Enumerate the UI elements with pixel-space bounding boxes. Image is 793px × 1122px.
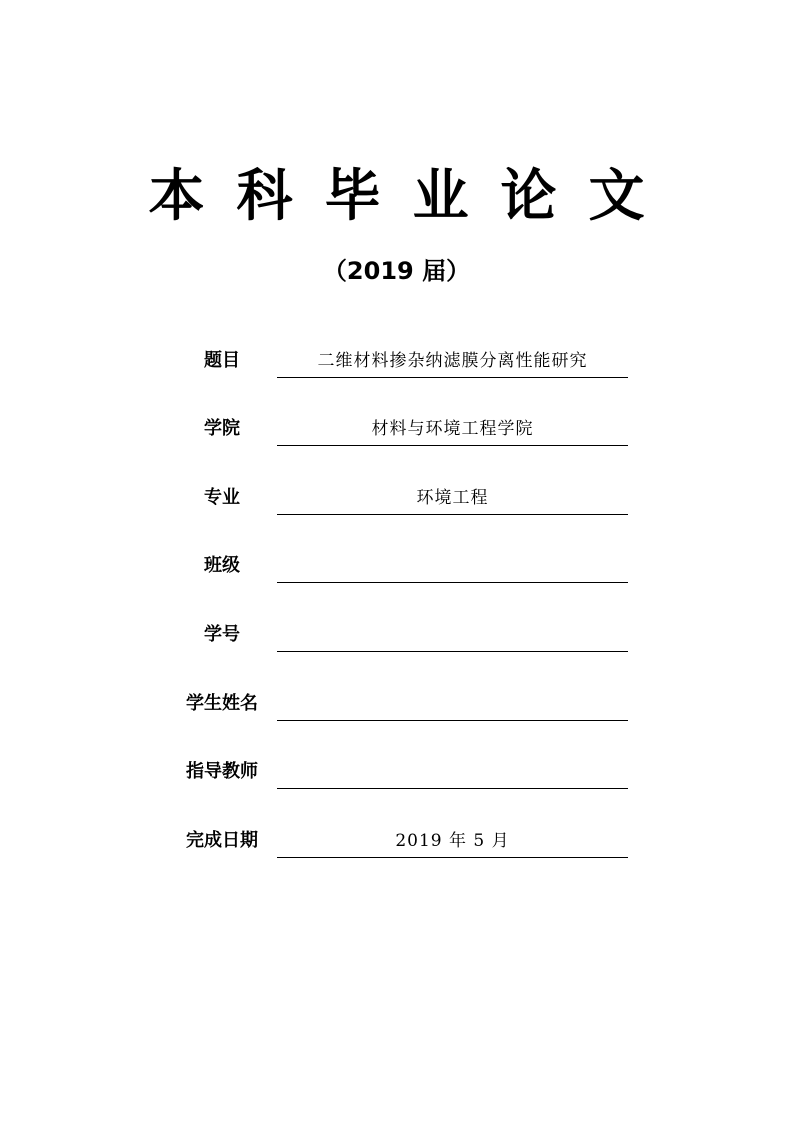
- field-value-college: 材料与环境工程学院: [277, 413, 628, 446]
- field-row-class: [0, 550, 793, 584]
- field-label: 学号: [204, 624, 240, 645]
- field-label: 班级: [204, 555, 240, 576]
- field-label: 完成日期: [186, 830, 258, 851]
- thesis-title: 本科毕业论文: [148, 163, 677, 229]
- field-value-student-id: [277, 619, 628, 652]
- field-label: 指导教师: [186, 761, 258, 782]
- field-label: 学生姓名: [186, 693, 258, 714]
- field-label: 学院: [204, 418, 240, 439]
- field-row-major: [0, 482, 793, 516]
- field-value-completion-date: 2019 年 5 月: [277, 825, 628, 858]
- field-row-advisor: [0, 756, 793, 790]
- field-value-advisor: [277, 756, 628, 789]
- field-value-student-name: [277, 688, 628, 721]
- field-value-class: [277, 550, 628, 583]
- field-label: 题目: [204, 350, 240, 371]
- field-label: 专业: [204, 487, 240, 508]
- graduation-year: （2019 届）: [322, 257, 471, 285]
- field-value-major: 环境工程: [277, 482, 628, 515]
- field-value-topic: 二维材料掺杂纳滤膜分离性能研究: [277, 345, 628, 378]
- field-row-student-name: [0, 688, 793, 722]
- field-row-topic: [0, 345, 793, 379]
- field-row-college: [0, 413, 793, 447]
- field-row-completion-date: [0, 825, 793, 859]
- field-row-student-id: [0, 619, 793, 653]
